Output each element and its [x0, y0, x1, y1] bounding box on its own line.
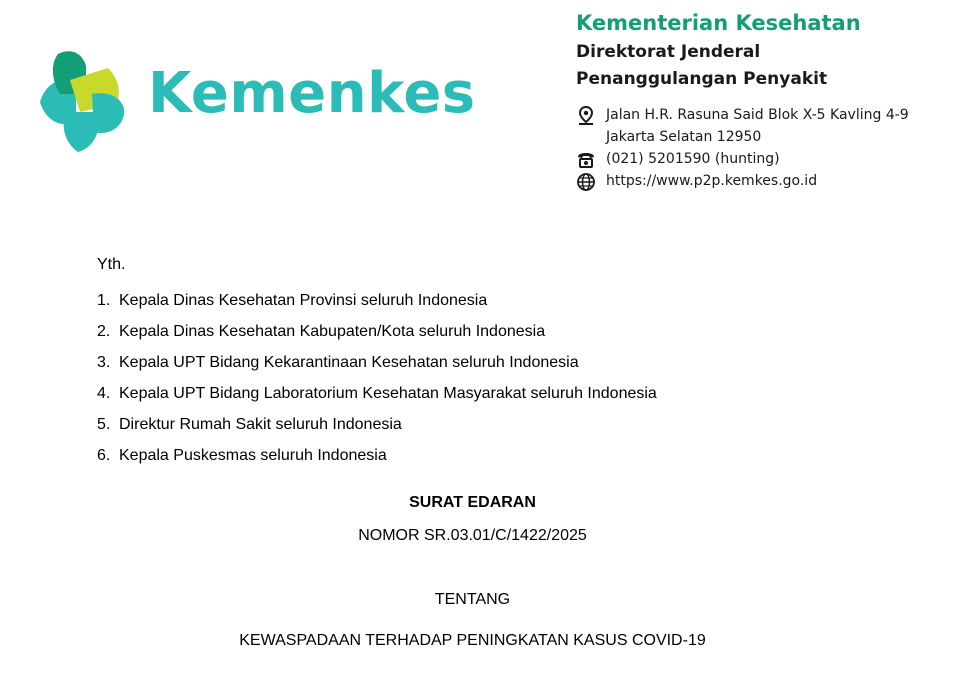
list-item: [97, 378, 657, 409]
kemenkes-logo: [36, 48, 476, 158]
list-item: [97, 316, 657, 347]
circular-about-label: TENTANG: [434, 591, 511, 608]
list-item-number: 3.: [97, 354, 111, 371]
telephone-icon: [576, 150, 596, 170]
website-row: [576, 170, 966, 192]
location-pin-icon: [576, 106, 596, 126]
phone-row: [576, 148, 966, 170]
list-item-number: 1.: [97, 292, 111, 309]
list-item: [97, 409, 657, 440]
website-link[interactable]: https://www.p2p.kemkes.go.id: [606, 173, 818, 189]
addressee-block: [97, 255, 657, 471]
salutation: Yth.: [97, 256, 126, 273]
list-item-text: Direktur Rumah Sakit seluruh Indonesia: [119, 416, 402, 433]
ministry-name: Kementerian Kesehatan: [576, 11, 861, 35]
contact-block: [576, 104, 966, 192]
circular-subject: KEWASPADAAN TERHADAP PENINGKATAN KASUS COVID-19: [239, 632, 706, 649]
list-item-text: Kepala UPT Bidang Kekarantinaan Kesehatan seluruh Indonesia: [119, 354, 579, 371]
list-item-text: Kepala Dinas Kesehatan Kabupaten/Kota seluruh Indonesia: [119, 323, 546, 340]
kemenkes-logo-mark-icon: [36, 48, 128, 156]
address-line-1-row: [576, 104, 966, 126]
list-item: [97, 440, 657, 471]
list-item-text: Kepala Dinas Kesehatan Provinsi seluruh Indonesia: [119, 292, 488, 309]
list-item-number: 2.: [97, 323, 111, 340]
directorate-line-1: Direktorat Jenderal: [576, 42, 761, 62]
recipient-list: [97, 285, 657, 471]
list-item-text: Kepala UPT Bidang Laboratorium Kesehatan Masyarakat seluruh Indonesia: [119, 385, 657, 402]
directorate-line-2: Penanggulangan Penyakit: [576, 69, 828, 89]
list-item-number: 4.: [97, 385, 111, 402]
address-line-2: Jakarta Selatan 12950: [606, 129, 762, 145]
logo-wordmark: Kemenkes: [148, 61, 476, 126]
circular-title: SURAT EDARAN: [409, 494, 536, 511]
list-item: [97, 347, 657, 378]
list-item-number: 5.: [97, 416, 111, 433]
globe-icon: [576, 172, 596, 192]
circular-number: NOMOR SR.03.01/C/1422/2025: [358, 527, 587, 544]
letterhead: [576, 10, 966, 192]
address-line-1: Jalan H.R. Rasuna Said Blok X-5 Kavling 4-9: [606, 107, 909, 123]
list-item-number: 6.: [97, 447, 111, 464]
phone-number: (021) 5201590 (hunting): [606, 151, 780, 167]
list-item: [97, 285, 657, 316]
list-item-text: Kepala Puskesmas seluruh Indonesia: [119, 447, 387, 464]
address-line-2-row: [576, 126, 966, 148]
